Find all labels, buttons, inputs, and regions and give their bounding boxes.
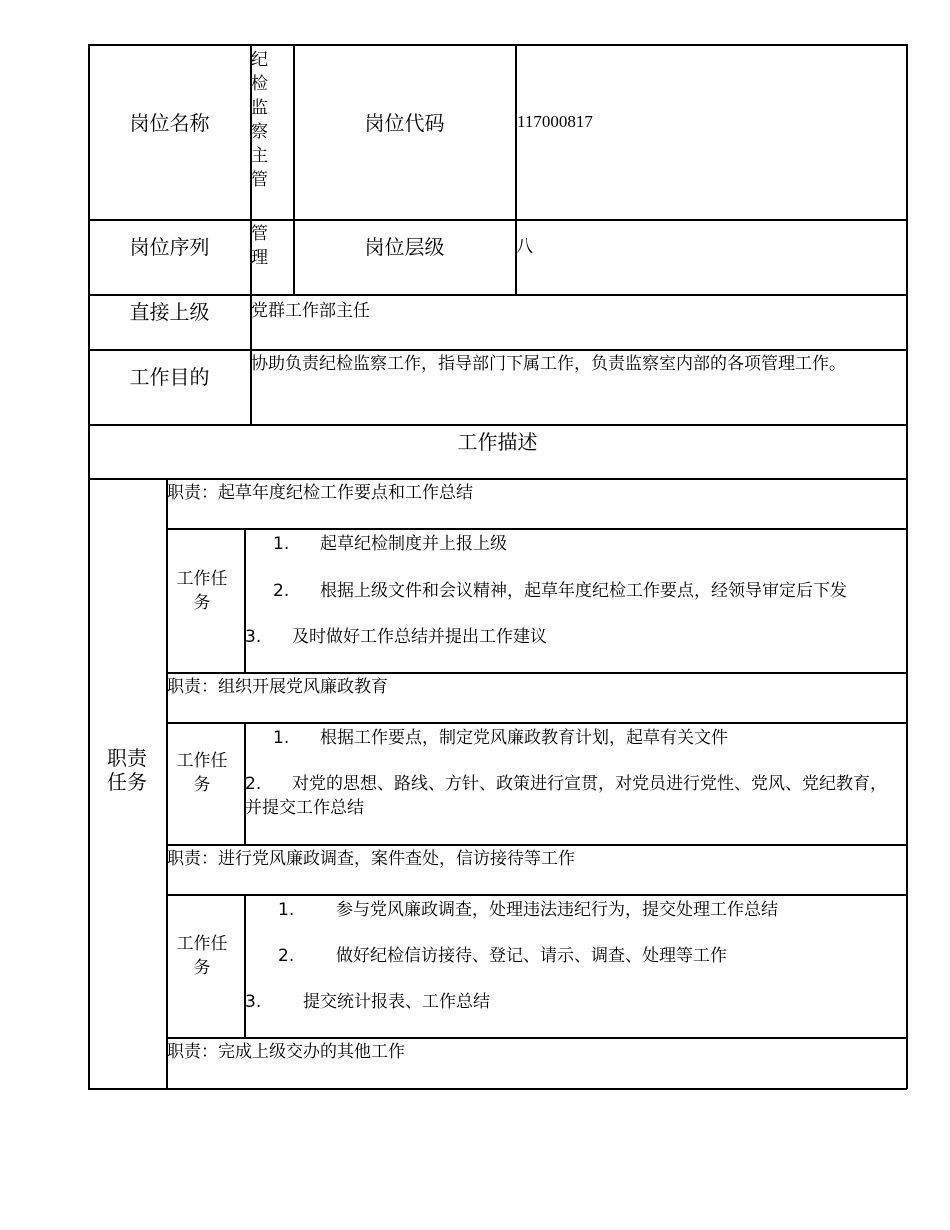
position-series-label: 岗位序列 bbox=[129, 235, 210, 259]
task-number: 1. bbox=[278, 900, 295, 920]
task-item bbox=[278, 898, 778, 922]
position-level-label: 岗位层级 bbox=[364, 235, 445, 259]
supervisor-label: 直接上级 bbox=[129, 300, 210, 324]
task-item bbox=[273, 579, 847, 603]
position-level-value: 八 bbox=[516, 237, 533, 257]
task-item bbox=[273, 532, 507, 556]
position-code-value: 117000817 bbox=[517, 112, 593, 131]
task-text: 及时做好工作总结并提出工作建议 bbox=[292, 627, 547, 647]
task-item bbox=[245, 990, 490, 1014]
task-label: 工作任务 bbox=[176, 569, 228, 613]
task-text: 起草纪检制度并上报上级 bbox=[320, 534, 507, 554]
task-number: 2. bbox=[278, 946, 295, 966]
task-number: 1. bbox=[273, 534, 290, 554]
task-text: 做好纪检信访接待、登记、请示、调查、处理等工作 bbox=[336, 946, 727, 966]
duty-title: 职责：组织开展党风廉政教育 bbox=[167, 677, 388, 697]
task-item bbox=[245, 772, 897, 820]
purpose-label: 工作目的 bbox=[129, 365, 210, 389]
task-text: 参与党风廉政调查，处理违法违纪行为，提交处理工作总结 bbox=[336, 900, 778, 920]
task-item bbox=[278, 944, 727, 968]
duty-title: 职责：起草年度纪检工作要点和工作总结 bbox=[167, 483, 473, 503]
position-code-label: 岗位代码 bbox=[364, 111, 445, 135]
purpose-value: 协助负责纪检监察工作，指导部门下属工作，负责监察室内部的各项管理工作。 bbox=[251, 354, 846, 374]
task-number: 2. bbox=[273, 581, 290, 601]
task-number: 1. bbox=[273, 728, 290, 748]
task-label: 工作任务 bbox=[176, 934, 228, 978]
position-series-value: 管理 bbox=[251, 224, 268, 268]
position-name-value: 纪检监察主管 bbox=[251, 50, 268, 190]
task-text: 对党的思想、路线、方针、政策进行宣贯，对党员进行党性、党风、党纪教育，并提交工作总结 bbox=[245, 774, 887, 818]
task-text: 根据工作要点，制定党风廉政教育计划，起草有关文件 bbox=[320, 728, 728, 748]
task-number: 2. bbox=[245, 774, 262, 794]
duties-label: 职责任务 bbox=[107, 746, 147, 794]
position-name-label: 岗位名称 bbox=[129, 111, 210, 135]
task-item bbox=[245, 625, 547, 649]
task-text: 根据上级文件和会议精神，起草年度纪检工作要点，经领导审定后下发 bbox=[320, 581, 847, 601]
task-text: 提交统计报表、工作总结 bbox=[303, 992, 490, 1012]
duty-title: 职责：完成上级交办的其他工作 bbox=[167, 1042, 405, 1062]
task-number: 3. bbox=[245, 992, 262, 1012]
task-number: 3. bbox=[245, 627, 262, 647]
supervisor-value: 党群工作部主任 bbox=[251, 301, 370, 321]
description-title: 工作描述 bbox=[457, 430, 538, 454]
task-label: 工作任务 bbox=[176, 751, 228, 795]
task-item bbox=[273, 726, 728, 750]
duty-title: 职责：进行党风廉政调查，案件查处，信访接待等工作 bbox=[167, 849, 575, 869]
